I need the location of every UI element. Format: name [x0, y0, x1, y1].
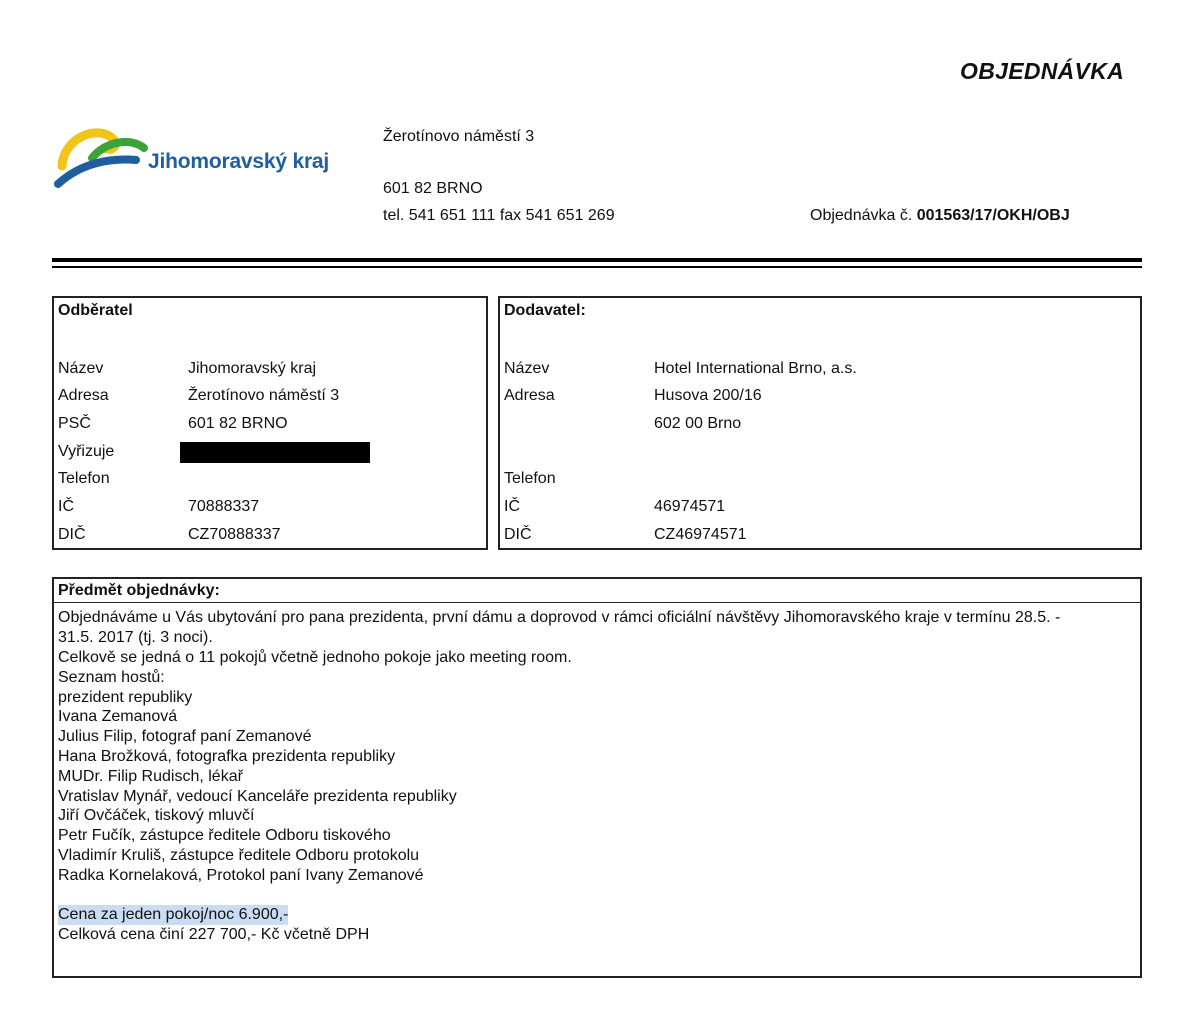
issuer-contact: tel. 541 651 111 fax 541 651 269 — [383, 207, 615, 224]
guest-item: Radka Kornelaková, Protokol paní Ivany Zemanové — [58, 867, 424, 884]
guest-item: MUDr. Filip Rudisch, lékař — [58, 768, 243, 785]
guest-item: prezident republiky — [58, 689, 193, 706]
customer-name: Jihomoravský kraj — [188, 360, 317, 377]
guest-item: Petr Fučík, zástupce ředitele Odboru tiskového — [58, 827, 391, 844]
customer-row-label: IČ — [58, 498, 74, 515]
price-per-night: Cena za jeden pokoj/noc 6.900,- — [58, 906, 289, 923]
supplier-heading: Dodavatel: — [504, 302, 586, 319]
guest-item: Jiří Ovčáček, tiskový mluvčí — [58, 807, 255, 824]
issuer-city: 601 82 BRNO — [383, 180, 483, 197]
subject-line: Objednáváme u Vás ubytování pro pana prezidenta, první dámu a doprovod v rámci oficiální návštěvy Jihomoravského kraje v termínu 28.5. - — [58, 609, 1061, 626]
guest-item: Vladimír Kruliš, zástupce ředitele Odboru protokolu — [58, 847, 420, 864]
subject-heading: Předmět objednávky: — [52, 577, 1142, 603]
total-price: Celková cena činí 227 700,- Kč včetně DPH — [58, 926, 370, 943]
issuer-street: Žerotínovo náměstí 3 — [383, 128, 535, 145]
customer-row-label: Název — [58, 360, 104, 377]
customer-dic: CZ70888337 — [188, 526, 281, 543]
logo-text: Jihomoravský kraj — [148, 150, 330, 173]
subject-line: 31.5. 2017 (tj. 3 noci). — [58, 629, 213, 646]
subject-line: Celkově se jedná o 11 pokojů včetně jednoho pokoje jako meeting room. — [58, 649, 572, 666]
order-number: 001563/17/OKH/OBJ — [916, 207, 1070, 224]
guest-item: Vratislav Mynář, vedoucí Kanceláře prezidenta republiky — [58, 788, 457, 805]
guest-item: Julius Filip, fotograf paní Zemanové — [58, 728, 312, 745]
supplier-row-label: Telefon — [504, 470, 556, 487]
supplier-row-label: Název — [504, 360, 550, 377]
customer-postcode: 601 82 BRNO — [188, 415, 288, 432]
customer-row-label: PSČ — [58, 415, 91, 432]
guest-item: Hana Brožková, fotografka prezidenta republiky — [58, 748, 396, 765]
header-rule-thin — [52, 266, 1142, 268]
customer-address: Žerotínovo náměstí 3 — [188, 387, 340, 404]
customer-row-label: Adresa — [58, 387, 109, 404]
subject-body — [52, 602, 1142, 978]
supplier-row-label: DIČ — [504, 526, 532, 543]
customer-row-label: DIČ — [58, 526, 86, 543]
customer-heading: Odběratel — [58, 302, 133, 319]
document-title: OBJEDNÁVKA — [960, 58, 1125, 84]
header-rule-thick — [52, 258, 1142, 262]
supplier-address: Husova 200/16 — [654, 387, 762, 404]
customer-box — [52, 296, 488, 550]
supplier-row-label: IČ — [504, 498, 520, 515]
redacted-contact-bar — [180, 442, 370, 463]
customer-row-label: Telefon — [58, 470, 110, 487]
order-number-block — [810, 207, 1070, 225]
order-number-label: Objednávka č. — [810, 207, 913, 224]
supplier-box — [498, 296, 1142, 550]
subject-line: Seznam hostů: — [58, 669, 165, 686]
supplier-row-label: Adresa — [504, 387, 555, 404]
supplier-name: Hotel International Brno, a.s. — [654, 360, 857, 377]
guest-item: Ivana Zemanová — [58, 708, 178, 725]
supplier-dic: CZ46974571 — [654, 526, 747, 543]
customer-ic: 70888337 — [188, 498, 260, 515]
supplier-ic: 46974571 — [654, 498, 726, 515]
supplier-postcode: 602 00 Brno — [654, 415, 742, 432]
customer-row-label: Vyřizuje — [58, 443, 115, 460]
